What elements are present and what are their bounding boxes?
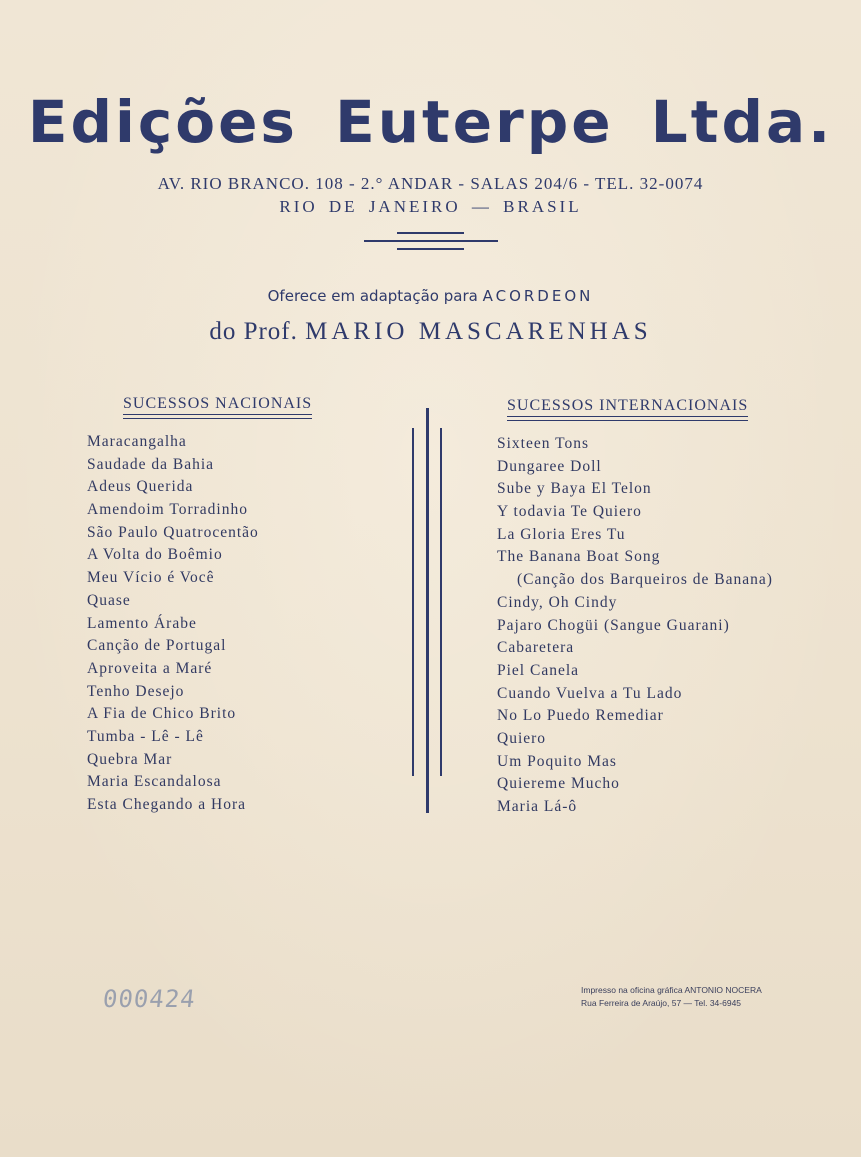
serial-number: 000424	[101, 985, 198, 1013]
internacionais-heading: SUCESSOS INTERNACIONAIS	[507, 397, 748, 417]
song-title: La Gloria Eres Tu	[497, 525, 626, 543]
divider-left	[412, 428, 414, 776]
header-rule-bottom	[397, 248, 464, 250]
divider-center	[426, 408, 429, 813]
publisher-title: Edições Euterpe Ltda.	[27, 88, 834, 156]
author-name: MARIO MASCARENHAS	[305, 318, 652, 345]
song-title: Amendoim Torradinho	[87, 501, 248, 519]
offer-instrument: ACORDEON	[482, 287, 594, 305]
song-title: Maracangalha	[87, 433, 187, 450]
song-title: Y todavia Te Quiero	[497, 503, 642, 521]
song-title: Cindy, Oh Cindy	[497, 593, 618, 611]
author-prefix: do Prof.	[209, 318, 298, 345]
song-title: Quebra Mar	[87, 750, 173, 768]
imprint-line-1: Impresso na oficina gráfica ANTONIO NOCERA	[581, 985, 762, 995]
song-title: Pajaro Chogüi (Sangue Guarani)	[497, 616, 730, 634]
printer-imprint	[581, 984, 762, 1010]
song-title: Quiero	[497, 729, 547, 747]
divider-right	[440, 428, 442, 776]
nacionais-heading: SUCESSOS NACIONAIS	[123, 395, 312, 415]
header-rule-middle	[364, 240, 498, 242]
song-title: Adeus Querida	[87, 478, 194, 496]
internacionais-list	[497, 433, 773, 819]
publisher-city: RIO DE JANEIRO — BRASIL	[279, 197, 582, 216]
song-title: Meu Vício é Você	[87, 569, 215, 587]
publisher-address: AV. RIO BRANCO. 108 - 2.° ANDAR - SALAS 204/6 - TEL. 32-0074	[157, 174, 704, 193]
song-title: Maria Lá-ô	[497, 798, 578, 815]
song-title: Canção de Portugal	[87, 637, 227, 655]
song-title: Lamento Árabe	[87, 614, 197, 632]
song-title: Maria Escandalosa	[87, 773, 222, 791]
song-title: São Paulo Quatrocentão	[87, 523, 259, 541]
song-title: Cabaretera	[497, 639, 575, 657]
author-line	[0, 318, 861, 346]
imprint-line-2: Rua Ferreira de Araújo, 57 — Tel. 34-6945	[581, 998, 742, 1008]
song-title: Dungaree Doll	[497, 457, 602, 475]
song-title: Quase	[87, 591, 131, 609]
song-title: A Volta do Boêmio	[87, 546, 223, 564]
offer-line	[0, 287, 861, 305]
offer-text: Oferece em adaptação para	[267, 287, 478, 305]
song-title: (Canção dos Barqueiros de Banana)	[517, 571, 773, 589]
song-title: Aproveita a Maré	[87, 659, 213, 677]
song-title: No Lo Puedo Remediar	[497, 707, 664, 725]
header-rule-top	[397, 232, 464, 234]
song-title: Tumba - Lê - Lê	[87, 727, 204, 745]
nacionais-list	[87, 431, 259, 817]
song-title: Um Poquito Mas	[497, 752, 617, 770]
song-title: Saudade da Bahia	[87, 455, 215, 473]
song-title: Cuando Vuelva a Tu Lado	[497, 684, 683, 702]
song-title: Quiereme Mucho	[497, 775, 620, 793]
song-title: Esta Chegando a Hora	[87, 796, 247, 813]
song-title: Piel Canela	[497, 661, 580, 679]
song-title: A Fia de Chico Brito	[87, 705, 237, 723]
song-title: Tenho Desejo	[87, 682, 185, 700]
song-title: Sube y Baya El Telon	[497, 480, 652, 498]
song-title: Sixteen Tons	[497, 435, 590, 452]
song-title: The Banana Boat Song	[497, 548, 661, 566]
